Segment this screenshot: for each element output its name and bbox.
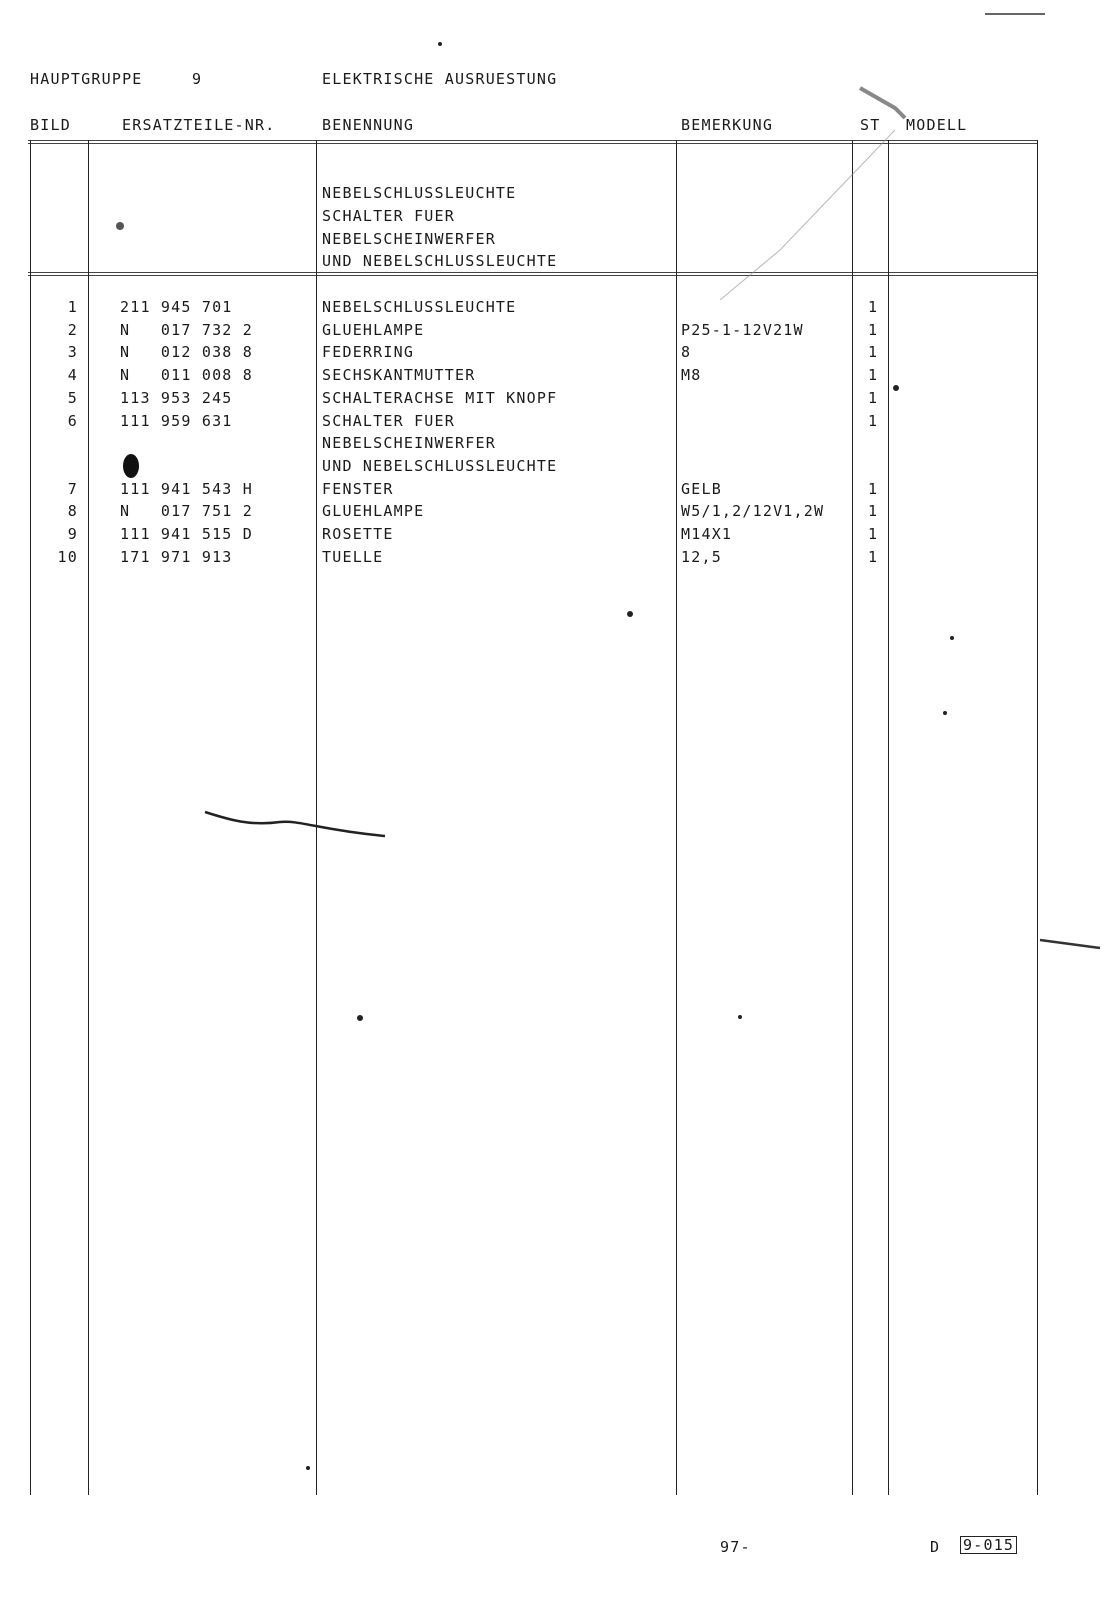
row-bemerkung: M8 bbox=[681, 366, 702, 384]
section-title-line-2: SCHALTER FUER bbox=[322, 207, 455, 225]
row-part-number: N 017 732 2 bbox=[120, 321, 253, 339]
footer-page-number: 97- bbox=[720, 1538, 751, 1556]
column-header-modell: MODELL bbox=[906, 116, 968, 134]
row-st: 1 bbox=[868, 548, 879, 566]
column-header-ersatzteil-nr: ERSATZTEILE-NR. bbox=[122, 116, 276, 134]
row-benennung: SECHSKANTMUTTER bbox=[322, 366, 476, 384]
row-benennung: UND NEBELSCHLUSSLEUCHTE bbox=[322, 457, 558, 475]
row-bemerkung: P25-1-12V21W bbox=[681, 321, 804, 339]
row-st: 1 bbox=[868, 366, 879, 384]
column-header-bemerkung: BEMERKUNG bbox=[681, 116, 774, 134]
row-st: 1 bbox=[868, 502, 879, 520]
section-title-line-4: UND NEBELSCHLUSSLEUCHTE bbox=[322, 252, 558, 270]
group-title: ELEKTRISCHE AUSRUESTUNG bbox=[322, 70, 558, 88]
row-benennung: ROSETTE bbox=[322, 525, 394, 543]
row-bild: 2 bbox=[67, 321, 78, 339]
column-divider-4 bbox=[676, 140, 677, 1495]
row-bemerkung: W5/1,2/12V1,2W bbox=[681, 502, 825, 520]
row-bemerkung: 8 bbox=[681, 343, 692, 361]
row-part-number: 211 945 701 bbox=[120, 298, 233, 316]
column-divider-3 bbox=[316, 140, 317, 1495]
row-benennung: FEDERRING bbox=[322, 343, 415, 361]
row-st: 1 bbox=[868, 321, 879, 339]
group-label: HAUPTGRUPPE bbox=[30, 70, 143, 88]
header-separator bbox=[28, 140, 1038, 144]
row-st: 1 bbox=[868, 480, 879, 498]
row-part-number: 111 959 631 bbox=[120, 412, 233, 430]
row-bemerkung: M14X1 bbox=[681, 525, 733, 543]
section-title-line-3: NEBELSCHEINWERFER bbox=[322, 230, 496, 248]
row-part-number: N 012 038 8 bbox=[120, 343, 253, 361]
row-bild: 4 bbox=[67, 366, 78, 384]
row-bild: 10 bbox=[57, 548, 78, 566]
row-benennung: NEBELSCHLUSSLEUCHTE bbox=[322, 298, 517, 316]
row-st: 1 bbox=[868, 412, 879, 430]
footer-page-code: 9-015 bbox=[960, 1536, 1017, 1554]
group-number: 9 bbox=[192, 70, 203, 88]
column-divider-6 bbox=[888, 140, 889, 1495]
row-benennung: TUELLE bbox=[322, 548, 384, 566]
row-bild: 6 bbox=[67, 412, 78, 430]
row-st: 1 bbox=[868, 525, 879, 543]
row-benennung: GLUEHLAMPE bbox=[322, 502, 425, 520]
row-bild: 5 bbox=[67, 389, 78, 407]
column-header-benennung: BENENNUNG bbox=[322, 116, 415, 134]
row-bemerkung: GELB bbox=[681, 480, 722, 498]
row-part-number: 113 953 245 bbox=[120, 389, 233, 407]
row-bild: 7 bbox=[67, 480, 78, 498]
row-part-number: 171 971 913 bbox=[120, 548, 233, 566]
column-header-st: ST bbox=[860, 116, 881, 134]
row-part-number: N 011 008 8 bbox=[120, 366, 253, 384]
row-bild: 9 bbox=[67, 525, 78, 543]
row-part-number: 111 941 543 H bbox=[120, 480, 253, 498]
row-part-number: 111 941 515 D bbox=[120, 525, 253, 543]
row-benennung: SCHALTERACHSE MIT KNOPF bbox=[322, 389, 558, 407]
column-divider-2 bbox=[88, 140, 89, 1495]
column-divider-1 bbox=[30, 140, 31, 1495]
row-bemerkung: 12,5 bbox=[681, 548, 722, 566]
column-divider-7 bbox=[1037, 140, 1038, 1495]
column-divider-5 bbox=[852, 140, 853, 1495]
row-benennung: FENSTER bbox=[322, 480, 394, 498]
row-st: 1 bbox=[868, 343, 879, 361]
row-benennung: SCHALTER FUER bbox=[322, 412, 455, 430]
section-separator bbox=[28, 272, 1038, 276]
section-title-line-1: NEBELSCHLUSSLEUCHTE bbox=[322, 184, 517, 202]
row-part-number: N 017 751 2 bbox=[120, 502, 253, 520]
column-header-bild: BILD bbox=[30, 116, 71, 134]
row-bild: 8 bbox=[67, 502, 78, 520]
row-benennung: GLUEHLAMPE bbox=[322, 321, 425, 339]
row-bild: 1 bbox=[67, 298, 78, 316]
row-bild: 3 bbox=[67, 343, 78, 361]
row-st: 1 bbox=[868, 298, 879, 316]
footer-language: D bbox=[930, 1538, 941, 1556]
row-st: 1 bbox=[868, 389, 879, 407]
row-benennung: NEBELSCHEINWERFER bbox=[322, 434, 496, 452]
